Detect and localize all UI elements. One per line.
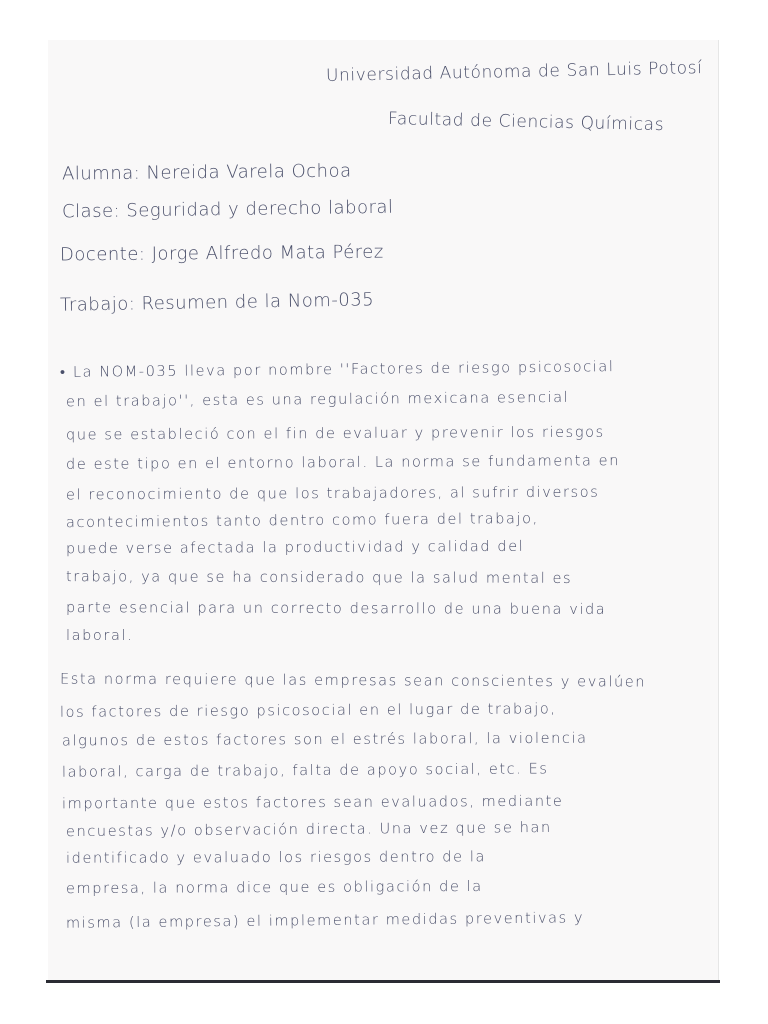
paragraph2-line: misma (la empresa) el implementar medidas preventivas y bbox=[65, 910, 585, 932]
student-line: Alumna: Nereida Varela Ochoa bbox=[61, 160, 352, 185]
paragraph2-line: los factores de riesgo psicosocial en el lugar de trabajo, bbox=[59, 701, 557, 721]
work-line: Trabajo: Resumen de la Nom-035 bbox=[59, 289, 375, 316]
paragraph1-line: trabajo, ya que se ha considerado que la salud mental es bbox=[65, 569, 573, 587]
paragraph1-line: puede verse afectada la productividad y calidad del bbox=[65, 538, 525, 558]
paragraph1-line: acontecimientos tanto dentro como fuera del trabajo, bbox=[65, 510, 539, 532]
paragraph1-line: laboral. bbox=[66, 628, 134, 644]
paragraph1-line: parte esencial para un correcto desarrollo de una buena vida bbox=[65, 600, 607, 618]
paragraph2-line: encuestas y/o observación directa. Una vez que se han bbox=[65, 819, 552, 841]
paragraph2-line: Esta norma requiere que las empresas sean conscientes y evalúen bbox=[59, 671, 647, 691]
paragraph2-line: identificado y evaluado los riesgos dentro de la bbox=[65, 849, 486, 867]
paragraph2-line: algunos de estos factores son el estrés laboral, la violencia bbox=[61, 730, 588, 750]
paragraph1-line: de este tipo en el entorno laboral. La norma se fundamenta en bbox=[65, 453, 621, 473]
paragraph2-line: importante que estos factores sean evaluados, mediante bbox=[61, 793, 564, 813]
paragraph1-line: el reconocimiento de que los trabajadores, al sufrir diversos bbox=[65, 484, 600, 504]
paragraph1-line: que se estableció con el fin de evaluar y prevenir los riesgos bbox=[65, 424, 605, 444]
paragraph2-line: empresa, la norma dice que es obligación de la bbox=[65, 878, 483, 898]
faculty-heading: Facultad de Ciencias Químicas bbox=[387, 108, 665, 136]
university-heading: Universidad Autónoma de San Luis Potosí bbox=[325, 58, 703, 86]
class-line: Clase: Seguridad y derecho laboral bbox=[61, 196, 394, 223]
sheet-bottom-edge bbox=[46, 980, 720, 983]
paragraph2-line: laboral, carga de trabajo, falta de apoyo social, etc. Es bbox=[61, 761, 549, 781]
paragraph1-line: • La NOM-035 lleva por nombre ''Factores de riesgo psicosocial bbox=[59, 359, 615, 381]
teacher-line: Docente: Jorge Alfredo Mata Pérez bbox=[59, 241, 384, 266]
paragraph1-line: en el trabajo'', esta es una regulación mexicana esencial bbox=[65, 389, 570, 411]
